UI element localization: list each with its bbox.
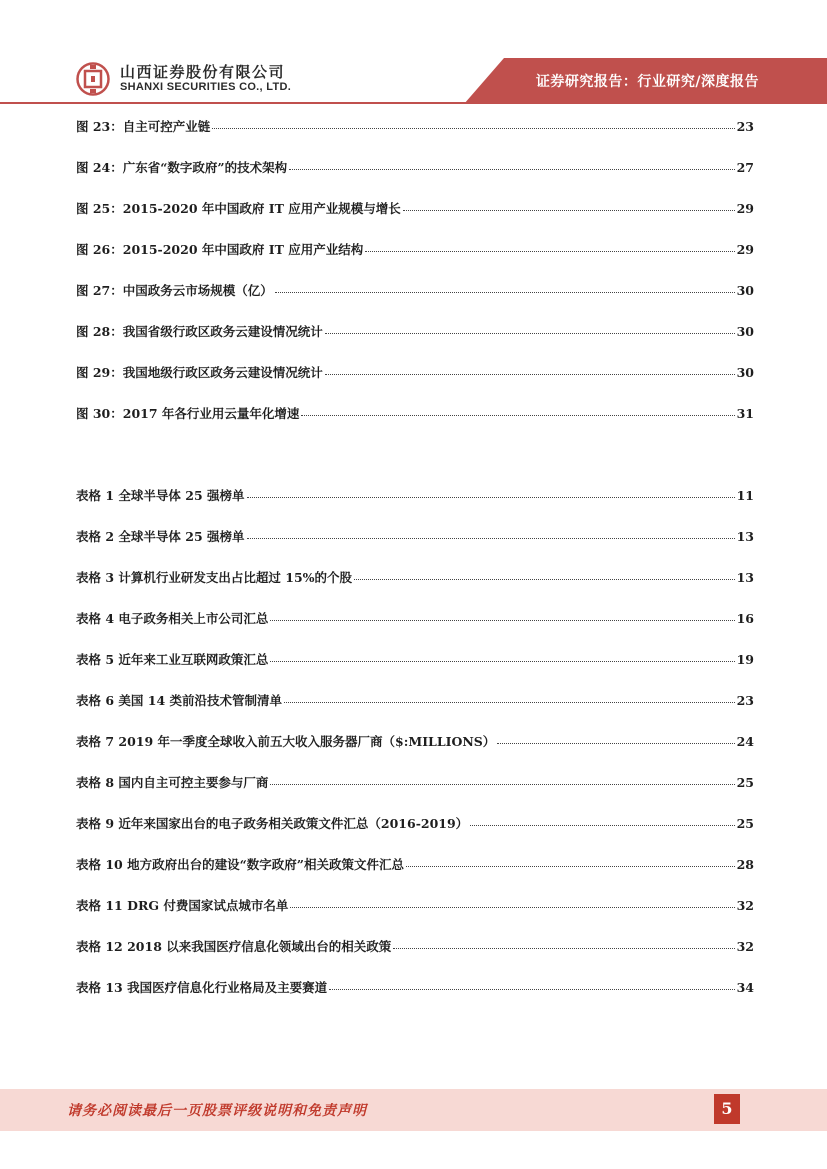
toc-leader [284,688,735,703]
toc-entry[interactable] [76,116,754,136]
toc-leader [290,893,734,908]
shanxi-securities-logo-icon [76,62,110,96]
toc-leader [329,975,734,990]
toc-label: 表格 2 全球半导体 25 强榜单 [76,529,245,544]
toc-label: 图 23：自主可控产业链 [76,119,211,134]
toc-label: 表格 11 DRG 付费国家试点城市名单 [76,898,289,913]
toc-leader [212,114,734,129]
toc-leader [403,196,735,211]
toc-leader [354,565,735,580]
toc-page: 31 [736,406,754,421]
company-name-cn: 山西证券股份有限公司 [120,63,286,81]
toc-entry[interactable] [76,280,754,300]
toc-label: 表格 4 电子政务相关上市公司汇总 [76,611,269,626]
toc-entry[interactable] [76,526,754,546]
toc-label: 表格 13 我国医疗信息化行业格局及主要赛道 [76,980,328,995]
toc-page: 19 [736,652,754,667]
toc-entry[interactable] [76,690,754,710]
toc-label: 图 25：2015-2020 年中国政府 IT 应用产业规模与增长 [76,201,401,216]
toc-label: 表格 1 全球半导体 25 强榜单 [76,488,245,503]
toc-leader [289,155,734,170]
toc-leader [275,278,735,293]
toc-entry[interactable] [76,649,754,669]
toc-page: 30 [736,283,754,298]
toc-entry[interactable] [76,813,754,833]
toc-label: 图 26：2015-2020 年中国政府 IT 应用产业结构 [76,242,364,257]
toc-leader [497,729,734,744]
toc-entry[interactable] [76,977,754,997]
toc-label: 表格 6 美国 14 类前沿技术管制清单 [76,693,283,708]
page-number: 5 [714,1094,740,1124]
toc-page: 24 [736,734,754,749]
toc-page: 11 [736,488,754,503]
toc-leader [365,237,734,252]
toc-label: 图 30：2017 年各行业用云量年化增速 [76,406,300,421]
toc-entry[interactable] [76,895,754,915]
toc-page: 16 [736,611,754,626]
table-of-contents [76,116,754,997]
toc-entry[interactable] [76,772,754,792]
page-header [0,0,827,106]
footer-disclaimer: 请务必阅读最后一页股票评级说明和免责声明 [67,1103,367,1119]
toc-leader [301,401,734,416]
table-list [76,485,754,997]
toc-page: 32 [736,898,754,913]
toc-page: 32 [736,939,754,954]
toc-entry[interactable] [76,321,754,341]
toc-leader [270,770,734,785]
toc-entry[interactable] [76,403,754,423]
toc-page: 29 [736,201,754,216]
toc-leader [247,524,735,539]
toc-label: 图 27：中国政务云市场规模（亿） [76,283,273,298]
figure-list [76,116,754,423]
toc-leader [325,319,735,334]
report-type: 证券研究报告：行业研究/深度报告 [535,74,759,90]
toc-label: 表格 3 计算机行业研发支出占比超过 15%的个股 [76,570,353,585]
toc-label: 表格 10 地方政府出台的建设“数字政府”相关政策文件汇总 [76,857,404,872]
toc-page: 13 [736,570,754,585]
toc-leader [393,934,734,949]
toc-label: 图 24：广东省“数字政府”的技术架构 [76,160,288,175]
toc-entry[interactable] [76,567,754,587]
toc-label: 表格 12 2018 以来我国医疗信息化领域出台的相关政策 [76,939,392,954]
toc-leader [270,606,734,621]
toc-entry[interactable] [76,362,754,382]
toc-leader [325,360,735,375]
toc-entry[interactable] [76,854,754,874]
toc-entry[interactable] [76,485,754,505]
toc-leader [406,852,735,867]
company-name-en: SHANXI SECURITIES CO., LTD. [120,81,292,93]
toc-page: 28 [736,857,754,872]
toc-leader [270,647,734,662]
toc-label: 表格 8 国内自主可控主要参与厂商 [76,775,269,790]
toc-page: 34 [736,980,754,995]
toc-entry[interactable] [76,936,754,956]
toc-entry[interactable] [76,608,754,628]
toc-page: 27 [736,160,754,175]
toc-page: 25 [736,775,754,790]
toc-label: 图 29：我国地级行政区政务云建设情况统计 [76,365,323,380]
toc-label: 图 28：我国省级行政区政务云建设情况统计 [76,324,323,339]
toc-page: 30 [736,365,754,380]
toc-label: 表格 7 2019 年一季度全球收入前五大收入服务器厂商（$:MILLIONS） [76,734,496,749]
toc-leader [247,483,735,498]
toc-page: 25 [736,816,754,831]
toc-page: 13 [736,529,754,544]
toc-page: 30 [736,324,754,339]
toc-entry[interactable] [76,731,754,751]
toc-leader [470,811,734,826]
toc-entry[interactable] [76,239,754,259]
toc-page: 29 [736,242,754,257]
toc-entry[interactable] [76,198,754,218]
toc-label: 表格 5 近年来工业互联网政策汇总 [76,652,269,667]
toc-label: 表格 9 近年来国家出台的电子政务相关政策文件汇总（2016-2019） [76,816,469,831]
toc-entry[interactable] [76,157,754,177]
header-divider [0,102,827,104]
toc-page: 23 [736,693,754,708]
toc-page: 23 [736,119,754,134]
